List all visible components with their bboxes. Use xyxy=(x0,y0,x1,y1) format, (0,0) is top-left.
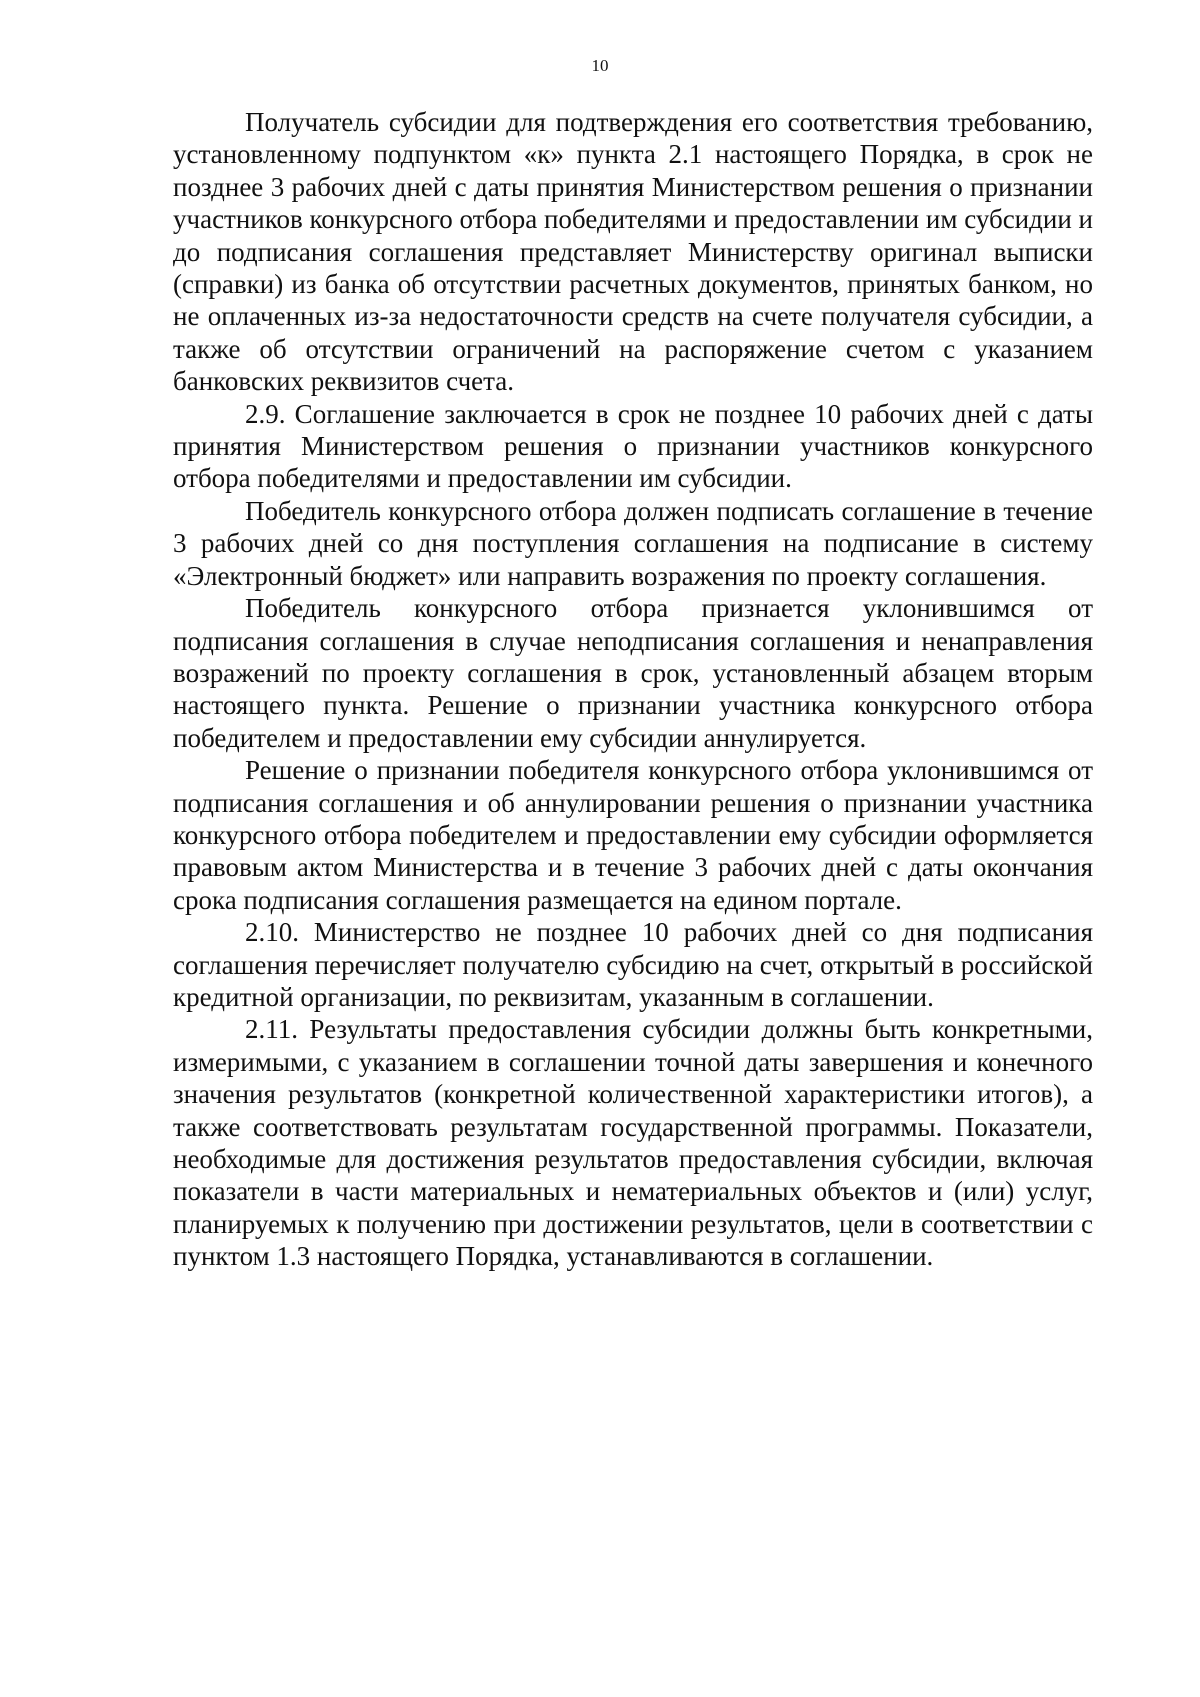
paragraph-2-10-transfer: 2.10. Министерство не позднее 10 рабочих дней со дня подписания соглашения перечисляет получателю субсидию на счет, открытый в российской кредитной организации, по реквизитам, указанным в соглашении. xyxy=(173,917,1093,1012)
paragraph-winner-evasion: Победитель конкурсного отбора признается уклонившимся от подписания соглашения в случае неподписания соглашения и ненаправления возражений по проекту соглашения в срок, установленный абзацем вторым настоящего пункта. Решение о признании участника конкурсного отбора победителем и предоставлении ему субсидии аннулируется. xyxy=(173,593,1093,753)
paragraph-winner-signing: Победитель конкурсного отбора должен подписать соглашение в течение 3 рабочих дней со дня поступления соглашения на подписание в систему «Электронный бюджет» или направить возражения по проекту соглашения. xyxy=(173,495,1093,591)
page-number: 10 xyxy=(591,56,609,75)
paragraph-bank-statement: Получатель субсидии для подтверждения его соответствия требованию, установленному подпунктом «к» пункта 2.1 настоящего Порядка, в срок не позднее 3 рабочих дней с даты принятия Министерством решения о признании участников конкурсного отбора победителями и предоставлении им субсидии и до подписания соглашения представляет Министерству оригинал выписки (справки) из банка об отсутствии расчетных документов, принятых банком, но не оплаченных из-за недостаточности средств на счете получателя субсидии, а также об отсутствии ограничений на распоряжение счетом с указанием банковских реквизитов счета. xyxy=(173,107,1093,397)
document-body xyxy=(173,106,1093,1273)
paragraph-2-11-results: 2.11. Результаты предоставления субсидии должны быть конкретными, измеримыми, с указанием в соглашении точной даты завершения и конечного значения результатов (конкретной количественной характеристики итогов), а также соответствовать результатам государственной программы. Показатели, необходимые для достижения результатов предоставления субсидии, включая показатели в части материальных и нематериальных объектов и (или) услуг, планируемых к получению при достижении результатов, цели в соответствии с пунктом 1.3 настоящего Порядка, устанавливаются в соглашении. xyxy=(173,1014,1093,1272)
paragraph-evasion-decision: Решение о признании победителя конкурсного отбора уклонившимся от подписания соглашения и об аннулировании решения о признании участника конкурсного отбора победителем и предоставлении ему субсидии оформляется правовым актом Министерства и в течение 3 рабочих дней с даты окончания срока подписания соглашения размещается на едином портале. xyxy=(173,755,1093,915)
paragraph-2-9-agreement-term: 2.9. Соглашение заключается в срок не позднее 10 рабочих дней с даты принятия Министерством решения о признании участников конкурсного отбора победителями и предоставлении им субсидии. xyxy=(173,398,1093,494)
